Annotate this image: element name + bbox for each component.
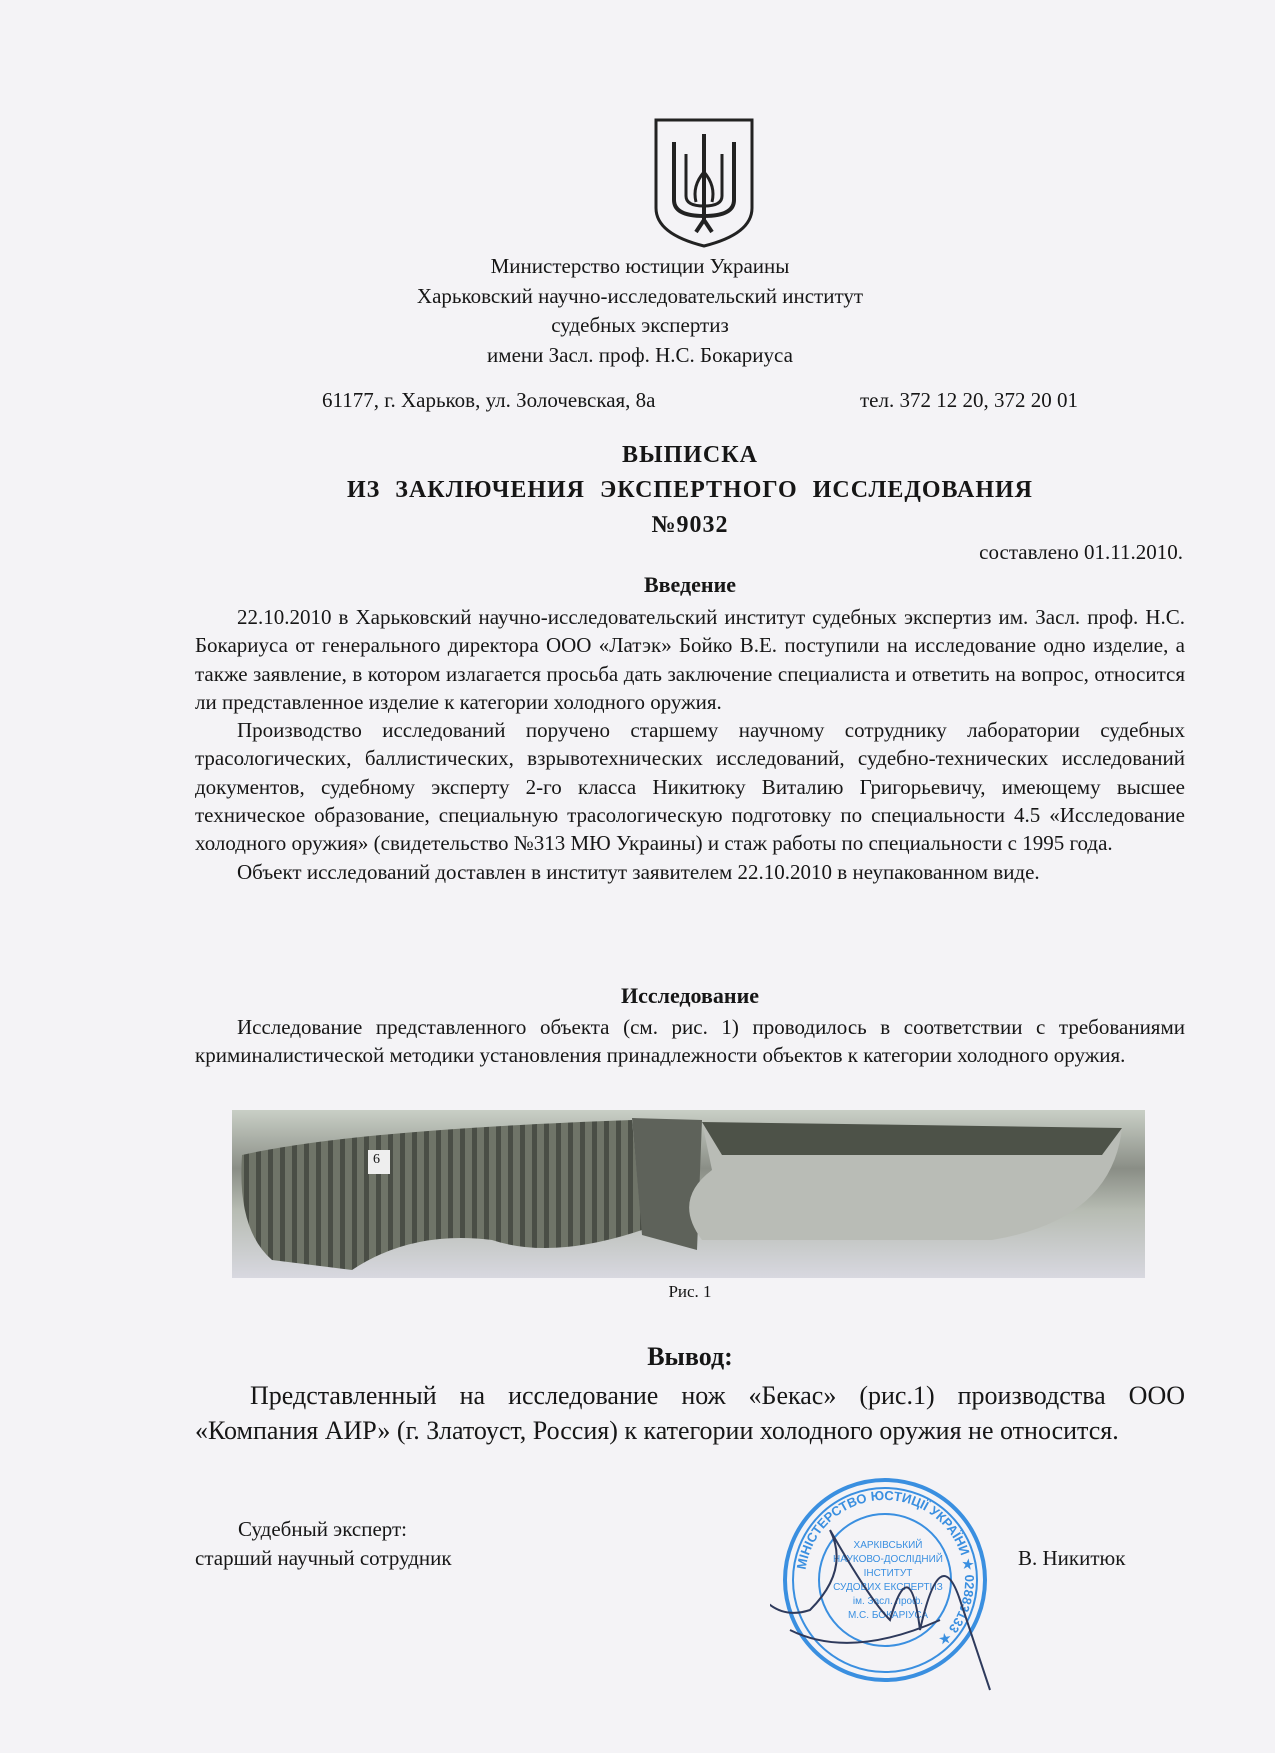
svg-text:М.С. БОКАРІУСА: М.С. БОКАРІУСА [847,1610,929,1621]
svg-text:НАУКОВО-ДОСЛІДНИЙ: НАУКОВО-ДОСЛІДНИЙ [833,1554,943,1565]
photo-label: 6 [373,1152,380,1167]
conclusion-section [195,1378,1185,1448]
conclusion-heading: Вывод: [647,1342,733,1371]
header-line: имени Засл. проф. Н.С. Бокариуса [487,342,793,367]
svg-text:ХАРКІВСЬКИЙ: ХАРКІВСЬКИЙ [853,1540,923,1551]
research-section [195,1013,1185,1070]
official-stamp [770,1470,1000,1700]
paragraph: 22.10.2010 в Харьковский научно-исследовательский институт судебных экспертиз им. Засл. проф. Н.С. Бокариуса от генерального директора ООО «Латэк» Бойко В.Е. поступили на исследование одно изделие, а также заявление, в котором излагается просьба дать заключение специалиста и ответить на вопрос, относится ли представленное изделие к категории холодного оружия. [195,605,1185,714]
knife-photo [232,1110,1145,1278]
header-line: Харьковский научно-исследовательский институт [416,283,864,308]
svg-text:ім. Засл. проф.: ім. Засл. проф. [852,1596,924,1607]
header-line: судебных экспертиз [551,313,729,337]
research-heading: Исследование [620,983,760,1008]
intro-heading: Введение [643,572,737,597]
compiled-date: составлено 01.11.2010. [979,540,1183,564]
expert-role: Судебный эксперт: [238,1517,407,1541]
expert-name: В. Никитюк [1018,1546,1126,1570]
paragraph: Объект исследований доставлен в институт заявителем 22.10.2010 в неупакованном виде. [237,859,1040,884]
svg-text:ІНСТИТУТ: ІНСТИТУТ [863,1568,913,1579]
phone: тел. 372 12 20, 372 20 01 [860,388,1078,412]
expert-position: старший научный сотрудник [195,1546,452,1570]
institution-header [340,252,940,370]
intro-section [195,603,1185,886]
svg-text:СУДОВИХ ЕКСПЕРТИЗ: СУДОВИХ ЕКСПЕРТИЗ [833,1582,943,1593]
document-title [240,438,1140,543]
title-line: ИЗ ЗАКЛЮЧЕНИЯ ЭКСПЕРТНОГО ИССЛЕДОВАНИЯ [346,477,1034,503]
paragraph: Исследование представленного объекта (см. рис. 1) проводилось в соответствии с требованиями криминалистической методики установления принадлежности объектов к категории холодного оружия. [195,1015,1185,1068]
title-line: ВЫПИСКА [622,442,758,468]
document-number: №9032 [651,512,729,538]
coat-of-arms-icon [652,116,756,250]
svg-text:МІНІСТЕРСТВО ЮСТИЦІЇ УКРАЇНИ ★: МІНІСТЕРСТВО ЮСТИЦІЇ УКРАЇНИ ★ 02883133 ★ [793,1487,978,1649]
address: 61177, г. Харьков, ул. Золочевская, 8а [322,388,656,412]
figure-caption: Рис. 1 [668,1282,712,1301]
paragraph: Производство исследований поручено старшему научному сотруднику лаборатории судебных трасологических, баллистических, взрывотехнических исследований, судебно-технических исследований документов, судебному эксперту 2-го класса Никитюку Виталию Григорьевичу, имеющему высшее техническое образование, специальную трасологическую подготовку по специальности 4.5 «Исследование холодного оружия» (свидетельство №313 МЮ Украины) и стаж работы по специальности с 1995 года. [195,718,1185,856]
header-line: Министерство юстиции Украины [490,254,790,278]
paragraph: Представленный на исследование нож «Бекас» (рис.1) производства ООО «Компания АИР» (г. Златоуст, Россия) к категории холодного оружия не относится. [195,1381,1185,1445]
